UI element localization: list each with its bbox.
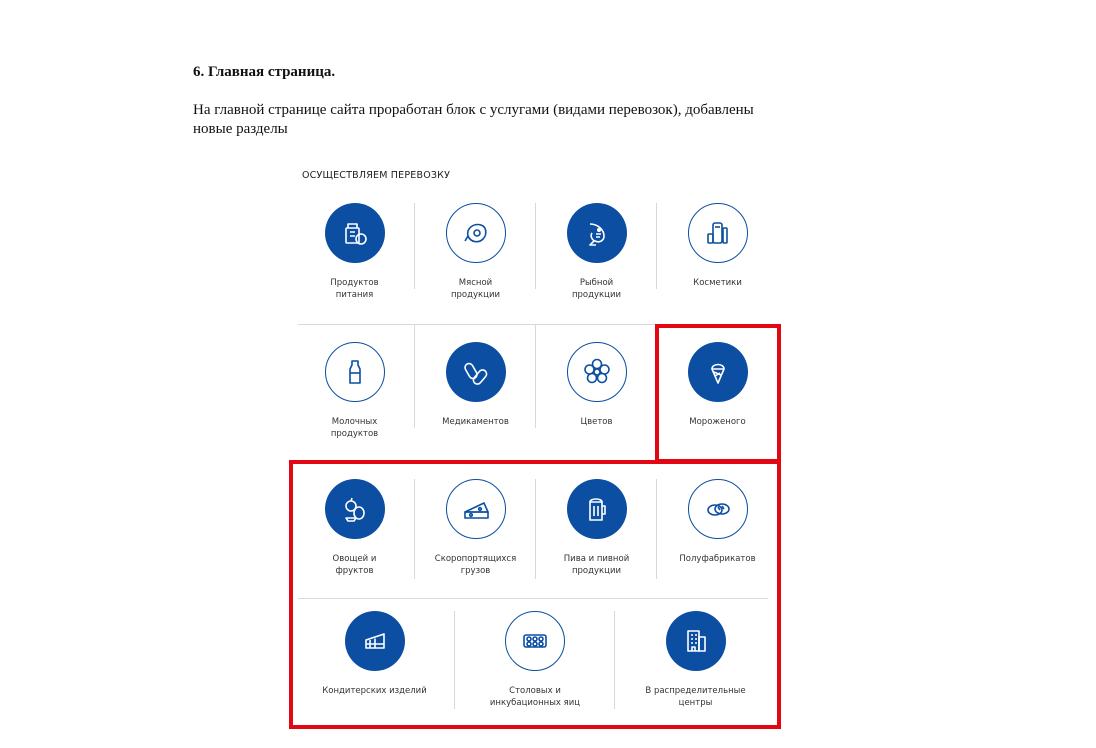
service-tile-cosmetics[interactable] <box>657 203 778 321</box>
pills-icon <box>446 342 506 402</box>
new-section-highlight <box>655 324 781 463</box>
service-tile-food[interactable] <box>294 203 415 321</box>
service-label: Полуфабрикатов <box>679 554 756 564</box>
new-sections-highlight <box>289 460 781 729</box>
figure-title: ОСУЩЕСТВЛЯЕМ ПЕРЕВОЗКУ <box>302 170 451 181</box>
service-label: Овощей и фруктов <box>332 554 377 576</box>
grocery-bag-icon <box>325 203 385 263</box>
service-label: Косметики <box>693 278 742 288</box>
service-label: Молочных продуктов <box>330 417 379 439</box>
service-label: Рыбной продукции <box>571 278 622 300</box>
fish-icon <box>567 203 627 263</box>
paragraph-line-1: На главной странице сайта проработан блок с услугами (видами перевозок), добавлены <box>193 102 754 118</box>
service-label: Кондитерских изделий <box>322 686 427 696</box>
service-label: Мясной продукции <box>450 278 501 300</box>
service-tile-meat[interactable] <box>415 203 536 321</box>
paragraph-line-2: новые разделы <box>193 121 288 137</box>
flower-icon <box>567 342 627 402</box>
service-tile-dairy[interactable] <box>294 342 415 460</box>
service-label: Пива и пивной продукции <box>563 554 630 576</box>
services-row-1 <box>294 203 778 321</box>
service-label: Мороженого <box>689 417 746 427</box>
section-heading: 6. Главная страница. <box>193 64 336 80</box>
service-label: В распределительные центры <box>645 686 746 708</box>
service-label: Скоропортящихся грузов <box>434 554 517 576</box>
meat-icon <box>446 203 506 263</box>
service-label: Медикаментов <box>442 417 509 427</box>
service-label: Цветов <box>580 417 613 427</box>
service-tile-flowers[interactable] <box>536 342 657 460</box>
cosmetics-icon <box>688 203 748 263</box>
service-label: Продуктов питания <box>330 278 379 300</box>
service-tile-medicine[interactable] <box>415 342 536 460</box>
service-label: Столовых и инкубационных яиц <box>489 686 581 708</box>
service-tile-fish[interactable] <box>536 203 657 321</box>
milk-bottle-icon <box>325 342 385 402</box>
